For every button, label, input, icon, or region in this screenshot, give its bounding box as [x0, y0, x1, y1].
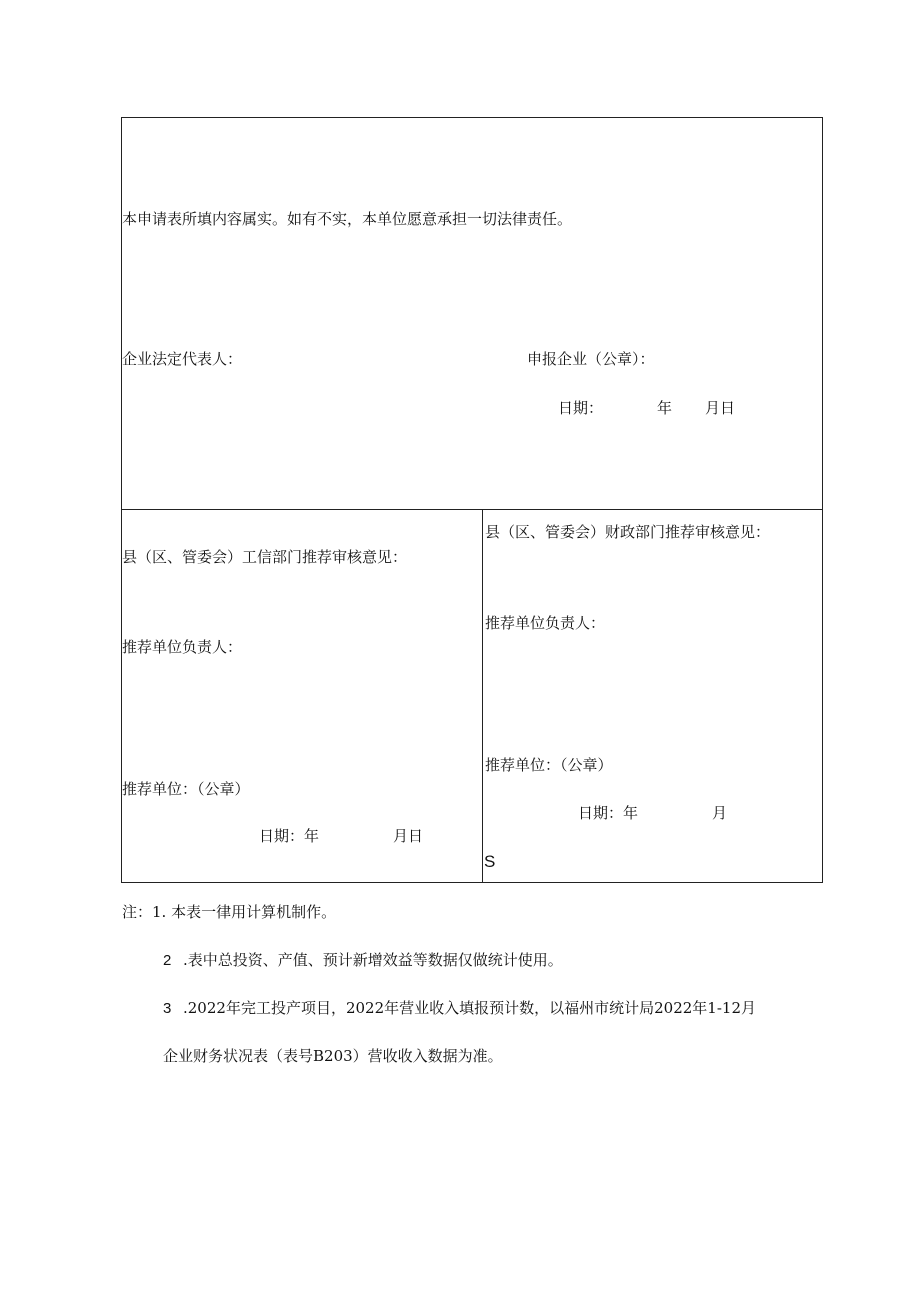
declaration-month-day-label: 月日	[705, 399, 736, 417]
finance-dept-opinion-label: 县（区、管委会）财政部门推荐审核意见：	[485, 523, 771, 541]
table-divider-horizontal	[121, 509, 823, 510]
left-month-day-label: 月日	[393, 827, 424, 845]
note-2-number: 2	[163, 952, 172, 969]
declaration-statement: 本申请表所填内容属实。如有不实，本单位愿意承担一切法律责任。	[122, 210, 573, 228]
right-unit-seal-label: 推荐单位：（公章）	[485, 756, 613, 774]
industry-dept-opinion-label: 县（区、管委会）工信部门推荐审核意见：	[122, 548, 408, 566]
declaration-date-label: 日期：	[558, 399, 604, 417]
note-3-continuation: 企业财务状况表（表号B203）营收收入数据为准。	[163, 1047, 503, 1065]
stray-mark: S	[484, 852, 496, 871]
applicant-seal-label: 申报企业（公章）：	[527, 350, 655, 368]
left-responsible-label: 推荐单位负责人：	[122, 638, 243, 656]
note-1: 注：1. 本表一律用计算机制作。	[122, 903, 337, 921]
left-date-label: 日期：年	[259, 827, 320, 845]
right-responsible-label: 推荐单位负责人：	[485, 614, 606, 632]
left-unit-seal-label: 推荐单位：（公章）	[122, 780, 250, 798]
legal-representative-label: 企业法定代表人：	[122, 350, 243, 368]
note-3-text: .2022年完工投产项目，2022年营业收入填报预计数，以福州市统计局2022年1-12月	[183, 999, 756, 1017]
declaration-table	[121, 117, 823, 883]
declaration-year-label: 年	[657, 399, 673, 417]
right-month-label: 月	[712, 804, 728, 822]
table-divider-vertical	[482, 509, 483, 883]
note-2-text: .表中总投资、产值、预计新增效益等数据仅做统计使用。	[183, 951, 563, 969]
note-3-number: 3	[163, 1000, 172, 1017]
right-date-label: 日期：年	[578, 804, 639, 822]
